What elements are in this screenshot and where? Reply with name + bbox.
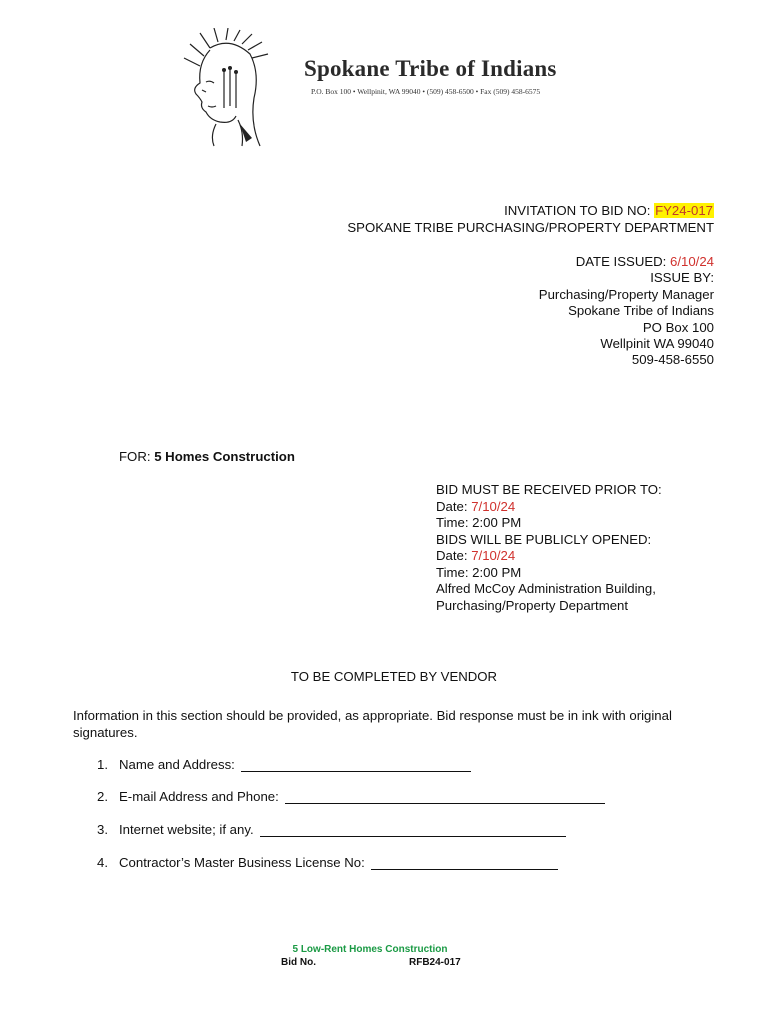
issuer-line: PO Box 100 bbox=[642, 320, 714, 335]
item-label: E-mail Address and Phone: bbox=[119, 789, 279, 804]
received-date: 7/10/24 bbox=[471, 498, 516, 514]
received-date-line bbox=[436, 499, 662, 516]
project-name: 5 Homes Construction bbox=[154, 449, 295, 464]
bid-number-label: INVITATION TO BID NO: bbox=[504, 203, 651, 218]
footer-bid-number: RFB24-017 bbox=[409, 957, 461, 968]
license-entry-line[interactable] bbox=[371, 857, 558, 870]
opened-time: Time: 2:00 PM bbox=[436, 564, 522, 580]
item-label: Name and Address: bbox=[119, 757, 235, 772]
issuer-line: 509-458-6550 bbox=[631, 352, 714, 367]
issuer-line: Purchasing/Property Manager bbox=[538, 287, 714, 302]
vendor-instructions: Information in this section should be provided, as appropriate. Bid response must be in ink with original signatures. bbox=[73, 708, 672, 740]
chief-headdress-logo bbox=[180, 28, 280, 148]
website-entry-line[interactable] bbox=[260, 824, 566, 837]
opened-label: BIDS WILL BE PUBLICLY OPENED: bbox=[436, 531, 652, 547]
vendor-field-email-phone bbox=[97, 789, 605, 804]
opened-date-line bbox=[436, 548, 662, 565]
item-number: 1. bbox=[97, 757, 108, 772]
date-label: Date: bbox=[436, 498, 468, 514]
date-issued-value: 6/10/24 bbox=[670, 254, 714, 269]
item-label: Internet website; if any. bbox=[119, 822, 254, 837]
vendor-section-title: TO BE COMPLETED BY VENDOR bbox=[290, 669, 498, 684]
department-line: SPOKANE TRIBE PURCHASING/PROPERTY DEPARTMENT bbox=[347, 220, 714, 235]
received-time: Time: 2:00 PM bbox=[436, 515, 522, 530]
item-number: 2. bbox=[97, 789, 108, 804]
issuer-line: Wellpinit WA 99040 bbox=[600, 336, 714, 351]
date-label: Date: bbox=[436, 548, 468, 563]
date-issued-label: DATE ISSUED: bbox=[575, 254, 667, 269]
footer-bid-label: Bid No. bbox=[281, 957, 316, 968]
vendor-field-website bbox=[97, 822, 566, 837]
item-label: Contractor’s Master Business License No: bbox=[119, 855, 365, 870]
item-number: 3. bbox=[97, 822, 108, 837]
issuer-line: Spokane Tribe of Indians bbox=[568, 303, 714, 318]
item-number: 4. bbox=[97, 855, 108, 870]
vendor-field-name-address bbox=[97, 757, 471, 772]
opened-date: 7/10/24 bbox=[471, 548, 516, 563]
received-label: BID MUST BE RECEIVED PRIOR TO: bbox=[436, 482, 662, 497]
for-label: FOR: bbox=[119, 449, 151, 464]
location-line: Alfred McCoy Administration Building, bbox=[436, 581, 656, 596]
issue-by-label: ISSUE BY: bbox=[650, 270, 714, 285]
bid-number-value: FY24-017 bbox=[655, 203, 713, 218]
location-line: Purchasing/Property Department bbox=[436, 597, 629, 613]
date-issued-line bbox=[576, 254, 714, 271]
organization-address: P.O. Box 100 • Wellpinit, WA 99040 • (509) 458-6500 • Fax (509) 458-6575 bbox=[311, 87, 541, 96]
bid-schedule bbox=[436, 482, 662, 614]
organization-name: Spokane Tribe of Indians bbox=[304, 56, 557, 81]
email-phone-entry-line[interactable] bbox=[285, 791, 605, 804]
vendor-field-license bbox=[97, 855, 558, 870]
bid-number-line bbox=[504, 203, 714, 220]
for-line bbox=[119, 449, 295, 464]
name-address-entry-line[interactable] bbox=[241, 759, 471, 772]
footer-project: 5 Low-Rent Homes Construction bbox=[292, 944, 448, 955]
